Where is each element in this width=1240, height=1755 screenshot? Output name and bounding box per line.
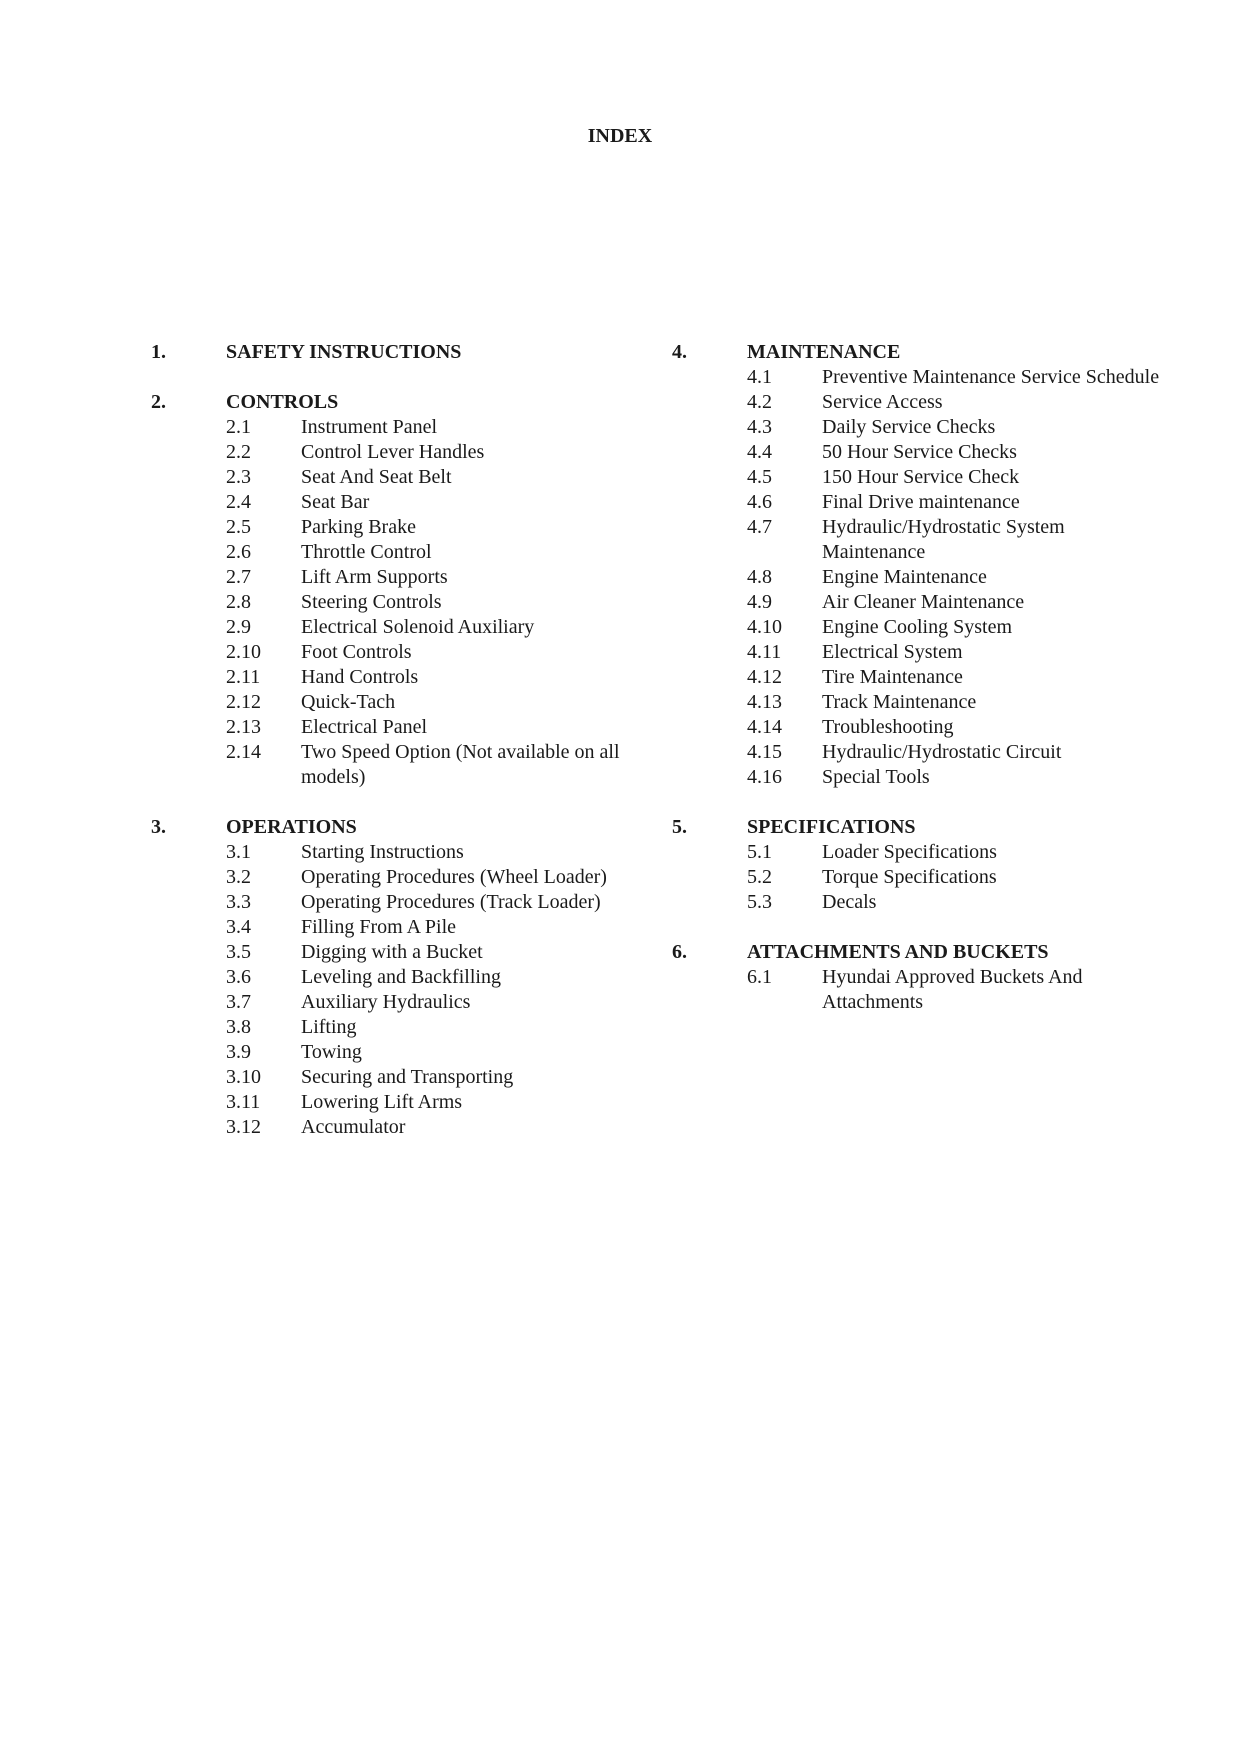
entry-label: Starting Instructions [301,841,464,863]
index-section [151,340,691,365]
entry-label: Torque Specifications [822,866,997,888]
entry-number: 2.4 [226,491,251,513]
entry-label: Control Lever Handles [301,441,485,463]
index-entry[interactable] [226,1090,691,1115]
index-section [151,390,691,790]
index-column-left [151,340,691,1165]
index-entry[interactable] [226,415,691,440]
section-heading[interactable] [151,390,691,415]
index-section [151,815,691,1140]
entry-number: 2.7 [226,566,251,588]
section-number: 2. [151,391,166,413]
index-entry[interactable] [226,965,691,990]
entry-number: 3.9 [226,1041,251,1063]
index-entry[interactable] [226,715,691,740]
entry-label: Digging with a Bucket [301,941,483,963]
entry-number: 3.2 [226,866,251,888]
entry-label: Loader Specifications [822,841,997,863]
index-entry[interactable] [747,565,1212,590]
entry-number: 4.2 [747,391,772,413]
section-title: SPECIFICATIONS [747,816,916,838]
entry-number: 4.6 [747,491,772,513]
index-entry[interactable] [747,690,1212,715]
section-heading[interactable] [672,940,1212,965]
entry-number: 4.8 [747,566,772,588]
section-title: MAINTENANCE [747,341,901,363]
section-title: CONTROLS [226,391,339,413]
entry-label: 150 Hour Service Check [822,466,1020,488]
entry-label: Quick-Tach [301,691,396,713]
index-entry[interactable] [226,1015,691,1040]
entry-number: 4.3 [747,416,772,438]
section-item-list [672,365,1212,790]
entry-number: 2.11 [226,666,261,688]
entry-label: Operating Procedures (Track Loader) [301,891,601,913]
entry-number: 4.1 [747,366,772,388]
index-entry[interactable] [747,840,1212,865]
section-heading[interactable] [672,340,1212,365]
entry-label: Decals [822,891,877,913]
entry-number: 4.16 [747,766,782,788]
entry-label: Track Maintenance [822,691,977,713]
entry-label: Throttle Control [301,541,432,563]
entry-label: Lift Arm Supports [301,566,448,588]
entry-label: Preventive Maintenance Service Schedule [822,366,1160,388]
index-entry[interactable] [747,665,1212,690]
entry-number: 4.13 [747,691,782,713]
index-section [672,940,1212,1015]
index-entry[interactable] [747,765,1212,790]
entry-label: Electrical Solenoid Auxiliary [301,616,535,638]
entry-number: 2.1 [226,416,251,438]
entry-label: Hand Controls [301,666,419,688]
entry-number: 3.6 [226,966,251,988]
index-entry[interactable] [226,990,691,1015]
entry-number: 2.9 [226,616,251,638]
index-entry[interactable] [747,865,1212,890]
entry-number: 3.5 [226,941,251,963]
entry-label: Instrument Panel [301,416,438,438]
entry-number: 6.1 [747,966,772,988]
section-heading[interactable] [151,340,691,365]
index-entry[interactable] [226,540,691,565]
index-entry[interactable] [226,890,691,915]
index-entry[interactable] [747,615,1212,640]
entry-number: 3.4 [226,916,251,938]
index-entry[interactable] [226,465,691,490]
entry-label: Foot Controls [301,641,412,663]
section-item-list [672,840,1212,915]
entry-label: Lowering Lift Arms [301,1091,463,1113]
entry-label: Engine Cooling System [822,616,1012,638]
index-entry[interactable] [226,1065,691,1090]
index-entry[interactable] [747,415,1212,440]
page-title: INDEX [587,125,653,147]
index-entry[interactable] [747,365,1212,390]
entry-label: Securing and Transporting [301,1066,514,1088]
section-title: OPERATIONS [226,816,357,838]
index-entry[interactable] [747,740,1212,765]
entry-number: 3.7 [226,991,251,1013]
entry-label: Towing [301,1041,362,1063]
entry-label: Parking Brake [301,516,416,538]
index-entry[interactable] [226,1040,691,1065]
entry-number: 2.8 [226,591,251,613]
section-number: 6. [672,941,687,963]
index-entry[interactable] [747,490,1212,515]
index-section [672,815,1212,915]
entry-number: 4.4 [747,441,772,463]
entry-number: 2.3 [226,466,251,488]
entry-number: 3.11 [226,1091,261,1113]
index-entry[interactable] [226,590,691,615]
entry-label: Special Tools [822,766,930,788]
index-entry[interactable] [747,440,1212,465]
entry-number: 4.9 [747,591,772,613]
index-entry[interactable] [747,590,1212,615]
index-entry[interactable] [226,565,691,590]
entry-label: Final Drive maintenance [822,491,1020,513]
index-entry[interactable] [226,740,691,790]
entry-number: 3.3 [226,891,251,913]
entry-label: Hydraulic/Hydrostatic System Maintenance [822,516,1065,563]
section-number: 1. [151,341,166,363]
entry-number: 3.10 [226,1066,261,1088]
index-entry[interactable] [226,940,691,965]
entry-label: Two Speed Option (Not available on all models) [301,741,620,788]
entry-number: 4.15 [747,741,782,763]
entry-number: 5.1 [747,841,772,863]
section-heading[interactable] [672,815,1212,840]
index-entry[interactable] [747,715,1212,740]
entry-label: Troubleshooting [822,716,954,738]
entry-label: Hyundai Approved Buckets And Attachments [822,966,1083,1013]
entry-number: 5.2 [747,866,772,888]
entry-label: Air Cleaner Maintenance [822,591,1025,613]
entry-number: 3.1 [226,841,251,863]
index-entry[interactable] [226,915,691,940]
entry-label: Steering Controls [301,591,442,613]
entry-number: 2.10 [226,641,261,663]
section-title: SAFETY INSTRUCTIONS [226,341,462,363]
index-entry[interactable] [226,440,691,465]
entry-number: 4.12 [747,666,782,688]
index-entry[interactable] [747,640,1212,665]
index-entry[interactable] [747,390,1212,415]
entry-number: 4.11 [747,641,782,663]
entry-number: 2.13 [226,716,261,738]
entry-label: Leveling and Backfilling [301,966,501,988]
index-entry[interactable] [226,865,691,890]
entry-label: Electrical Panel [301,716,428,738]
index-entry[interactable] [226,665,691,690]
entry-label: 50 Hour Service Checks [822,441,1017,463]
section-heading[interactable] [151,815,691,840]
index-entry[interactable] [226,615,691,640]
entry-label: Auxiliary Hydraulics [301,991,471,1013]
entry-number: 2.2 [226,441,251,463]
section-title: ATTACHMENTS AND BUCKETS [747,941,1049,963]
section-number: 4. [672,341,687,363]
entry-label: Operating Procedures (Wheel Loader) [301,866,607,888]
entry-number: 2.14 [226,741,261,763]
index-entry[interactable] [226,640,691,665]
entry-label: Seat And Seat Belt [301,466,452,488]
entry-number: 2.6 [226,541,251,563]
index-entry[interactable] [226,490,691,515]
section-item-list [151,415,691,790]
entry-label: Accumulator [301,1116,406,1138]
entry-label: Filling From A Pile [301,916,457,938]
section-item-list [151,840,691,1140]
index-entry[interactable] [747,465,1212,490]
index-entry[interactable] [747,515,1212,565]
section-item-list [672,965,1212,1015]
entry-number: 4.7 [747,516,772,538]
index-entry[interactable] [226,690,691,715]
entry-number: 3.8 [226,1016,251,1038]
entry-label: Lifting [301,1016,357,1038]
entry-number: 3.12 [226,1116,261,1138]
entry-number: 4.5 [747,466,772,488]
index-column-right [672,340,1212,1040]
entry-number: 5.3 [747,891,772,913]
index-entry[interactable] [226,515,691,540]
entry-label: Hydraulic/Hydrostatic Circuit [822,741,1062,763]
entry-label: Seat Bar [301,491,370,513]
index-entry[interactable] [226,840,691,865]
index-entry[interactable] [747,965,1212,1015]
entry-number: 4.10 [747,616,782,638]
index-entry[interactable] [747,890,1212,915]
entry-number: 2.5 [226,516,251,538]
entry-label: Tire Maintenance [822,666,963,688]
entry-label: Electrical System [822,641,963,663]
entry-number: 4.14 [747,716,782,738]
section-number: 5. [672,816,687,838]
entry-label: Service Access [822,391,943,413]
index-section [672,340,1212,790]
entry-number: 2.12 [226,691,261,713]
entry-label: Engine Maintenance [822,566,987,588]
index-entry[interactable] [226,1115,691,1140]
entry-label: Daily Service Checks [822,416,996,438]
section-number: 3. [151,816,166,838]
